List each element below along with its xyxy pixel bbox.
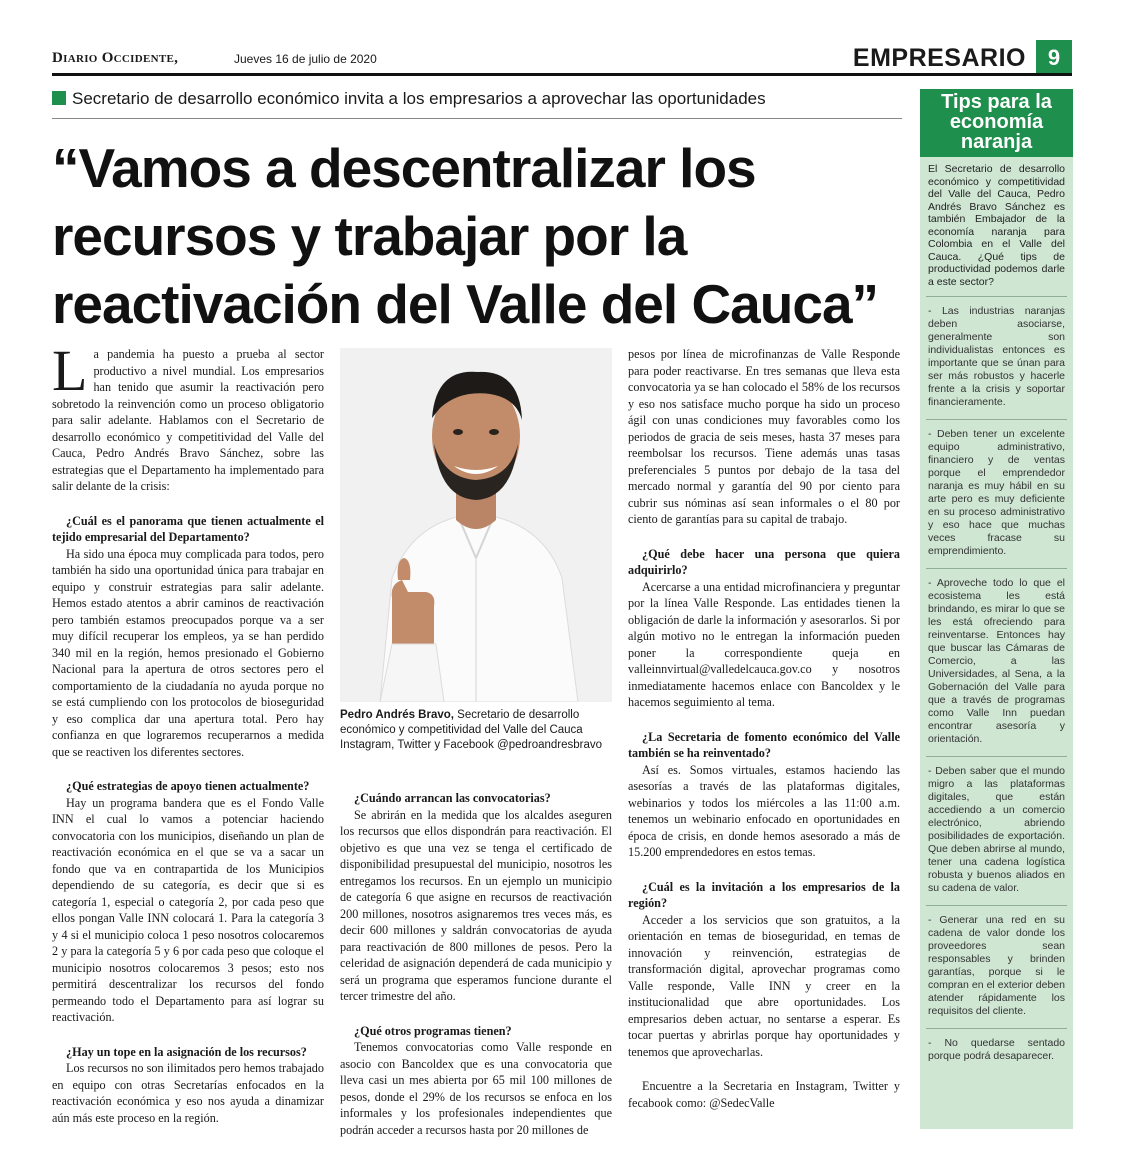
- square-bullet-icon: [52, 91, 66, 105]
- article-paragraph: Así es. Somos virtuales, estamos haciendo las asesorías a través de las plataformas digitales, webinarios y todos los miércoles a las 11:00 a.m. tenemos un webinario enfocado en oportunidades en época de crisis, en donde hemos asesorado a más de 15.200 emprendedores en estos temas.: [628, 762, 900, 859]
- interview-question: ¿Qué otros programas tienen?: [354, 1023, 512, 1038]
- interview-question: ¿Qué debe hacer una persona que quiera adquirirlo?: [628, 546, 900, 577]
- sidebar-tips: [920, 89, 1073, 1129]
- sidebar-tip: - Aproveche todo lo que el ecosistema les está brindando, es mirar lo que se les está ofreciendo para reinventarse. Entonces hay que buscar las Cámaras de Comercio, a las Universidades, al Sena, a la Gobernación del Valle para que a través de programas como Valle Inn puedan encontrar asesoría y orientación.: [928, 577, 1065, 745]
- photo-caption: [340, 708, 612, 753]
- kicker-text: Secretario de desarrollo económico invita a los empresarios a aprovechar las oportunidades: [72, 89, 766, 108]
- article-paragraph: Se abrirán en la medida que los alcaldes aseguren los recursos que ellos dispondrán para reactivación. El objetivo es que una vez se tenga el certificado de disponibilidad presupuestal del municipio, nosotros les entregamos los recursos. En un ejemplo un municipio de categoría 6 que asigne en recursos de reactivación 200 millones, nosotros asignaremos tres veces más, es decir 600 millones y saldrán convocatorias de ayuda para reactivación de 800 millones de pesos. Pero la celeridad de asignación dependerá de cada municipio y será un programa que esperamos funcione durante el tercer trimestre del año.: [340, 807, 612, 1003]
- article-paragraph: Tenemos convocatorias como Valle responde en asocio con Bancoldex que es una convocatoria que lleva casi un mes abierta por 65 mil 100 millones de pesos, donde el 29% de los recursos se enfoca en los informales y los profesionales independientes que podrán acceder a recursos hasta por 20 millones de: [340, 1040, 612, 1137]
- interview-question: ¿Cuál es la invitación a los empresarios de la región?: [628, 879, 900, 910]
- article-paragraph: Acceder a los servicios que son gratuitos, a la orientación en temas de bioseguridad, en temas de innovación y reinvención, estrategias de transformación digital, aprovechar programas como Valle responde, Valle INN y creer en la institucionalidad que abre oportunidades. Los empresarios deben actuar, no sentarse a esperar. Es tocar puertas y abrirlas porque hay oportunidades y tenemos que aprovecharlas.: [628, 912, 900, 1059]
- article-column-1: [52, 338, 324, 1126]
- drop-cap: L: [52, 338, 88, 403]
- lead-text: a pandemia ha puesto a prueba al sector productivo a nivel mundial. Los empresarios han tenido que asumir la reactivación pero sobretodo la reinvención como un proceso obligatorio para salir adelante. Hablamos con el Secretario de desarrollo económico y competitividad del Valle del Cauca, Pedro Andrés Bravo Sánchez, sobre las estrategias que el Departamento ha implementado para salir delante de la crisis:: [52, 347, 324, 493]
- interview-question: ¿La Secretaria de fomento económico del Valle también se ha reinventado?: [628, 729, 900, 760]
- article-paragraph: pesos por línea de microfinanzas de Valle Responde para poder reactivarse. En tres semanas que lleva esta convocatoria ya se han colocado el 58% de los recursos y eso nos satisface mucho porque ha sido un proceso ágil con unas condiciones muy favorables como los periodos de gracia de seis meses, hasta 37 meses para reembolsar los recursos. Tiene además unas tasas preferenciales 5 puntos por debajo de la tasa del mercado normal y garantía del 90 por ciento para cubrir sus nóminas así sean informales o el 80 por ciento de garantías para su capital de trabajo.: [628, 347, 900, 526]
- article-paragraph: Hay un programa bandera que es el Fondo Valle INN el cual lo vamos a potenciar haciendo convocatoria con los municipios, diseñando un plan de reactivación económica en el que se va a sacar un fondo que va en contrapartida de los Municipios dependiendo de su categoría, es decir que si es categoría 1, especial o categoría 2, por cada peso que ellos pongan Valle INN colocará 1. Para la categoría 3 y 4 si el municipio coloca 1 peso nosotros colocaremos 2 y para la categoría 5 y 6 por cada peso que coloque el municipio nosotros colocaremos 3 pesos; esto nos permitirá descentralizar los recursos del fondo permeando todo el Departamento para así lograr su reactivación.: [52, 795, 324, 1024]
- page-number: 9: [1036, 40, 1072, 76]
- caption-text: Secretario de desarrollo económico y competitividad del Valle del Cauca Instagram, Twitter y Facebook @pedroandresbravo: [340, 709, 603, 751]
- issue-date: Jueves 16 de julio de 2020: [234, 52, 377, 66]
- article-paragraph: Los recursos no son ilimitados pero hemos trabajado en equipo con otras Secretarías enfocados en la reactivación económica y eso nos ayuda a dinamizar aún más este proceso en la región.: [52, 1061, 324, 1125]
- sidebar-tip: - Deben tener un excelente equipo administrativo, financiero y de ventas porque el emprendedor naranja es muy hábil en su arte pero es muy deficiente en su proceso administrativo y eso hace que muchas veces fracase su emprendimiento.: [928, 428, 1065, 557]
- masthead-rule: [52, 73, 1072, 76]
- headline: “Vamos a descentralizar los recursos y trabajar por la reactivación del Valle del Cauca”: [52, 137, 879, 335]
- interview-question: ¿Qué estrategias de apoyo tienen actualmente?: [66, 779, 310, 793]
- article-column-2: [340, 772, 612, 1138]
- sidebar-tip: - Generar una red en su cadena de valor donde los proveedores sean responsables y brinden garantías, porque si le compran en el exterior deben atender rápidamente los requisitos del cliente.: [928, 914, 1065, 1017]
- sidebar-intro: El Secretario de desarrollo económico y competitividad del Valle del Cauca, Pedro Andrés Bravo Sánchez es también Embajador de la economía naranja para Colombia en el Valle del Cauca. ¿Qué tips de productividad podemos darle a este sector?: [928, 163, 1065, 288]
- newspaper-name: Diario Occidente,: [52, 50, 179, 66]
- sidebar-tip: - Deben saber que el mundo migro a las plataformas digitales, que están accediendo a un comercio electrónico, abriendo posibilidades de exportación. Que deben abrirse al mundo, tener una cadena logística robusta y buenos aliados en su cadena de valor.: [928, 765, 1065, 894]
- article-paragraph: [52, 338, 324, 495]
- masthead: [52, 44, 1072, 74]
- interview-question: ¿Cuándo arrancan las convocatorias?: [354, 791, 551, 805]
- sidebar-title: Tips para la economía naranja: [920, 89, 1073, 157]
- kicker: [52, 89, 902, 109]
- sidebar-tip: - No quedarse sentado porque podrá desaparecer.: [928, 1037, 1065, 1062]
- portrait-illustration: [340, 348, 612, 702]
- interview-question: ¿Cuál es el panorama que tienen actualmente el tejido empresarial del Departamento?: [52, 513, 324, 544]
- article-column-3: [628, 346, 900, 1111]
- sidebar-tip-list: [920, 297, 1073, 1063]
- section-title: EMPRESARIO: [852, 44, 1026, 72]
- article-paragraph: Acercarse a una entidad microfinanciera y preguntar por la línea Valle Responde. Las entidades tienen la obligación de darle la información y asesorarlos. Si por algún motivo no le entregan la información pueden poner la correspondiente queja en valleinnvirtual@valledelcauca.gov.co y nosotros inmediatamente hacemos enlace con Bancoldex y le hacemos seguimiento al tema.: [628, 579, 900, 709]
- article-paragraph: Ha sido una época muy complicada para todos, pero también ha sido una oportunidad única para trabajar en equipo y construir estrategias para salir adelante. Hemos estado atentos a abrir caminos de reactivación pero también estamos preocupados porque va a ser muy difícil recuperar los empleos, ya se han perdido 340 mil en la región, hemos presionado el Gobierno Nacional para la apertura de otros sectores pero el comportamiento de la ciudadanía no ayuda porque no se está cumpliendo con los protocolos de bioseguridad y eso complica dar una apertura total. Pero hay confianza en que lograremos recuperarnos a medida que se reactiven los diferentes sectores.: [52, 546, 324, 759]
- article-paragraph: Encuentre a la Secretaria en Instagram, Twitter y fecabook como: @SedecValle: [628, 1079, 900, 1110]
- portrait-photo: [340, 348, 612, 702]
- sidebar-tip: - Las industrias naranjas deben asociarse, generalmente son individualistas entonces es importante que se únan para ser más robustos y hacerle frente a la crisis y soportar financieramente.: [928, 305, 1065, 408]
- kicker-rule: [52, 118, 902, 119]
- caption-name: Pedro Andrés Bravo,: [340, 709, 454, 721]
- interview-question: ¿Hay un tope en la asignación de los recursos?: [66, 1044, 307, 1059]
